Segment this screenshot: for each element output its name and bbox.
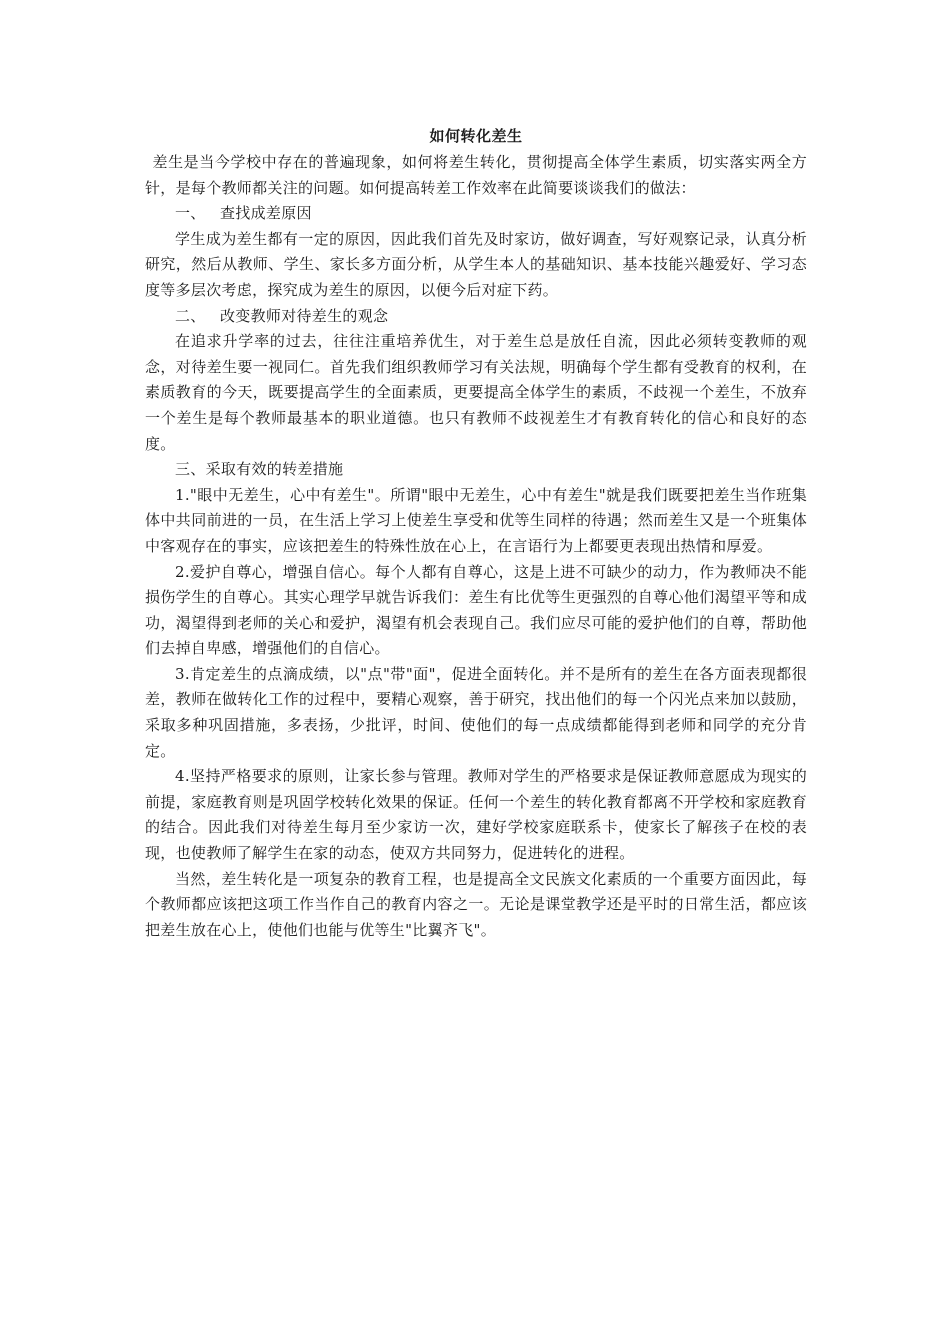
section-3-item-2: 2.爱护自尊心，增强自信心。每个人都有自尊心，这是上进不可缺少的动力，作为教师决不能损伤学生的自尊心。其实心理学早就告诉我们：差生有比优等生更强烈的自尊心他们渴望平等和成功，渴望得到老师的关心和爱护，渴望有机会表现自己。我们应尽可能的爱护他们的自尊，帮助他们去掉自卑感，增强他们的自信心。 [145,562,807,658]
section-3-item-1: 1."眼中无差生，心中有差生"。所谓"眼中无差生，心中有差生"就是我们既要把差生当作班集体中共同前进的一员，在生活上学习上使差生享受和优等生同样的待遇；然而差生又是一个班集体中客观存在的事实，应该把差生的特殊性放在心上，在言语行为上都要更表现出热情和厚爱。 [145,485,807,555]
section-2-number: 二、 [175,306,206,325]
section-1-body: 学生成为差生都有一定的原因，因此我们首先及时家访，做好调查，写好观察记录，认真分析研究，然后从教师、学生、家长多方面分析，从学生本人的基础知识、基本技能兴趣爱好、学习态度等多层次考虑，探究成为差生的原因，以便今后对症下药。 [145,229,807,299]
section-1-heading [145,201,807,227]
section-3-heading: 三、采取有效的转差措施 [175,460,344,479]
conclusion-paragraph: 当然，差生转化是一项复杂的教育工程，也是提高全文民族文化素质的一个重要方面因此，每个教师都应该把这项工作当作自己的教育内容之一。无论是课堂教学还是平时的日常生活，都应该把差生放在心上，使他们也能与优等生"比翼齐飞"。 [145,869,807,939]
intro-paragraph: 差生是当今学校中存在的普遍现象，如何将差生转化，贯彻提高全体学生素质，切实落实两全方针，是每个教师都关注的问题。如何提高转差工作效率在此简要谈谈我们的做法： [145,153,807,197]
section-1-title: 查找成差原因 [220,204,312,223]
section-2-heading [145,304,807,330]
document-title: 如何转化差生 [429,127,523,145]
section-3-item-3: 3.肯定差生的点滴成绩，以"点"带"面"，促进全面转化。并不是所有的差生在各方面表现都很差，教师在做转化工作的过程中，要精心观察，善于研究，找出他们的每一个闪光点来加以鼓励，采取多种巩固措施，多表扬，少批评，时间、使他们的每一点成绩都能得到老师和同学的充分肯定。 [145,664,807,760]
document-page [145,124,807,943]
section-3-item-4: 4.坚持严格要求的原则，让家长参与管理。教师对学生的严格要求是保证教师意愿成为现实的前提，家庭教育则是巩固学校转化效果的保证。任何一个差生的转化教育都离不开学校和家庭教育的结合。因此我们对待差生每月至少家访一次，建好学校家庭联系卡，使家长了解孩子在校的表现，也使教师了解学生在家的动态，使双方共同努力，促进转化的进程。 [145,767,807,863]
section-2-body: 在追求升学率的过去，往往注重培养优生，对于差生总是放任自流，因此必须转变教师的观念，对待差生要一视同仁。首先我们组织教师学习有关法规，明确每个学生都有受教育的权利，在素质教育的今天，既要提高学生的全面素质，更要提高全体学生的素质，不歧视一个差生，不放弃一个差生是每个教师最基本的职业道德。也只有教师不歧视差生才有教育转化的信心和良好的态度。 [145,332,807,453]
section-1-number: 一、 [175,204,206,223]
section-2-title: 改变教师对待差生的观念 [220,306,389,325]
